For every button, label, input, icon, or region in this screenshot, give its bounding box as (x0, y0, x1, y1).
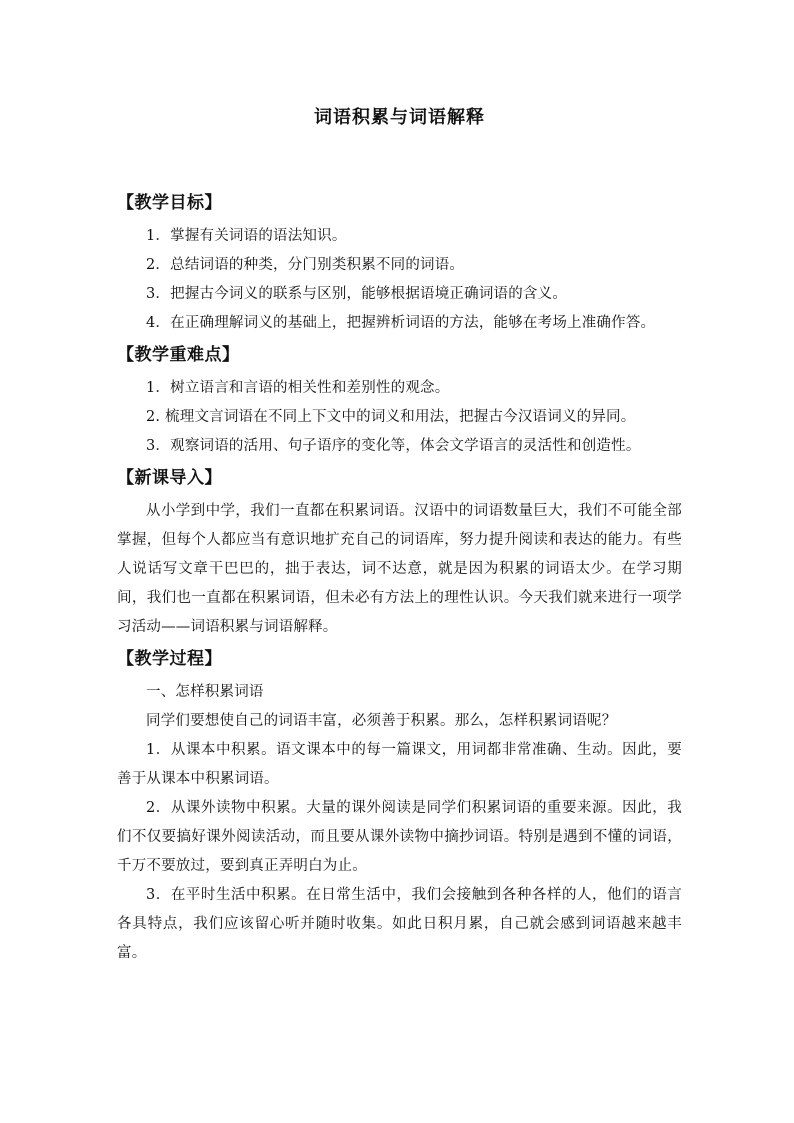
key-point-item: 3．观察词语的活用、句子语序的变化等，体会文学语言的灵活性和创造性。 (146, 438, 641, 454)
goal-item: 3．把握古今词义的联系与区别，能够根据语境正确词语的含义。 (146, 286, 568, 302)
process-lead-paragraph: 同学们要想使自己的词语丰富，必须善于积累。那么，怎样积累词语呢？ (146, 713, 617, 729)
process-item: 1．从课本中积累。语文课本中的每一篇课文，用词都非常准确、生动。因此，要善于从课本中积累词语。 (117, 742, 682, 787)
key-point-item: 2. 梳理文言词语在不同上下文中的词义和用法，把握古今汉语词义的异同。 (146, 409, 636, 425)
teaching-goals-list (117, 222, 682, 338)
goal-item: 4．在正确理解词义的基础上，把握辨析词语的方法，能够在考场上准确作答。 (146, 315, 656, 331)
intro-block (117, 497, 682, 642)
section-heading-new-lesson-intro: 【新课导入】 (117, 468, 222, 488)
goal-item: 2．总结词语的种类，分门别类积累不同的词语。 (146, 257, 465, 273)
process-subheading: 一、怎样积累词语 (146, 684, 264, 700)
section-heading-teaching-goals: 【教学目标】 (117, 193, 222, 213)
section-heading-teaching-process: 【教学过程】 (117, 649, 222, 669)
goal-item: 1．掌握有关词语的语法知识。 (146, 228, 347, 244)
document-title: 词语积累与词语解释 (314, 107, 485, 128)
intro-paragraph: 从小学到中学，我们一直都在积累词语。汉语中的词语数量巨大，我们不可能全部掌握，但每个人都应当有意识地扩充自己的词语库，努力提升阅读和表达的能力。有些人说话写文章干巴巴的，拙于表达，词不达意，就是因为积累的词语太少。在学习期间，我们也一直都在积累词语，但未必有方法上的理性认识。今天我们就来进行一项学习活动——词语积累与词语解释。 (117, 503, 682, 635)
section-heading-key-points: 【教学重难点】 (117, 345, 240, 365)
teaching-process-block (117, 678, 682, 968)
process-item: 3．在平时生活中积累。在日常生活中，我们会接触到各种各样的人，他们的语言各具特点，我们应该留心听并随时收集。如此日积月累，自己就会感到词语越来越丰富。 (117, 887, 682, 961)
key-point-item: 1．树立语言和言语的相关性和差别性的观念。 (146, 380, 450, 396)
process-item: 2．从课外读物中积累。大量的课外阅读是同学们积累词语的重要来源。因此，我们不仅要搞好课外阅读活动，而且要从课外读物中摘抄词语。特别是遇到不懂的词语，千万不要放过，要到真正弄明白为止。 (117, 800, 682, 874)
key-points-list (117, 374, 682, 461)
